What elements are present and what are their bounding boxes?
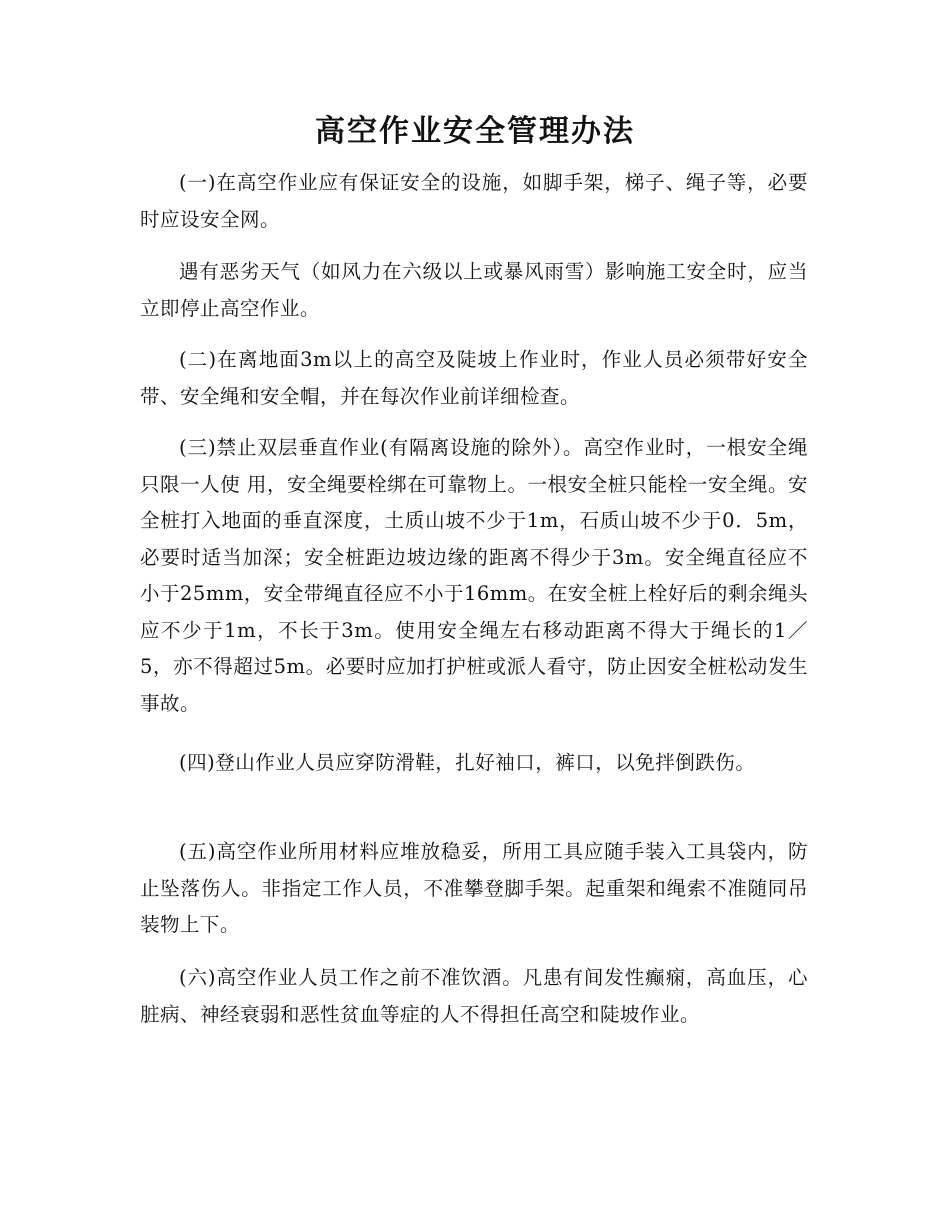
paragraph-2: 遇有恶劣天气（如风力在六级以上或暴风雨雪）影响施工安全时，应当立即停止高空作业。	[140, 260, 808, 320]
paragraph-5: (四)登山作业人员应穿防滑鞋，扎好袖口，裤口，以免拌倒跌伤。	[179, 751, 756, 774]
paragraph-3: (二)在离地面3m以上的高空及陡坡上作业时，作业人员必须带好安全带、安全绳和安全帽，并在每次作业前详细检查。	[140, 348, 808, 408]
paragraph-1: (一)在高空作业应有保证安全的设施，如脚手架，梯子、绳子等，必要时应设安全网。	[140, 171, 808, 231]
paragraph-6: (五)高空作业所用材料应堆放稳妥，所用工具应随手装入工具袋内，防止坠落伤人。非指定工作人员，不准攀登脚手架。起重架和绳索不准随同吊装物上下。	[140, 840, 808, 936]
paragraph-4: (三)禁止双层垂直作业(有隔离设施的除外）。高空作业时，一根安全绳只限一人使 用，安全绳要栓绑在可靠物上。一根安全桩只能栓一安全绳。安全桩打入地面的垂直深度，土质山坡不少于1m，石质山坡不少于0．5m，必要时适当加深；安全桩距边坡边缘的距离不得少于3m。安全绳直径应不小于25mm，安全带绳直径应不小于16mm。在安全桩上栓好后的剩余绳头应不少于1m，不长于3m。使用安全绳左右移动距离不得大于绳长的1／5，亦不得超过5m。必要时应加打护桩或派人看守，防止因安全桩松动发生事故。	[140, 436, 808, 715]
paragraph-7: (六)高空作业人员工作之前不准饮酒。凡患有间发性癫痫，高血压，心脏病、神经衰弱和恶性贫血等症的人不得担任高空和陡坡作业。	[140, 966, 808, 1026]
document-title: 高空作业安全管理办法	[315, 114, 635, 149]
